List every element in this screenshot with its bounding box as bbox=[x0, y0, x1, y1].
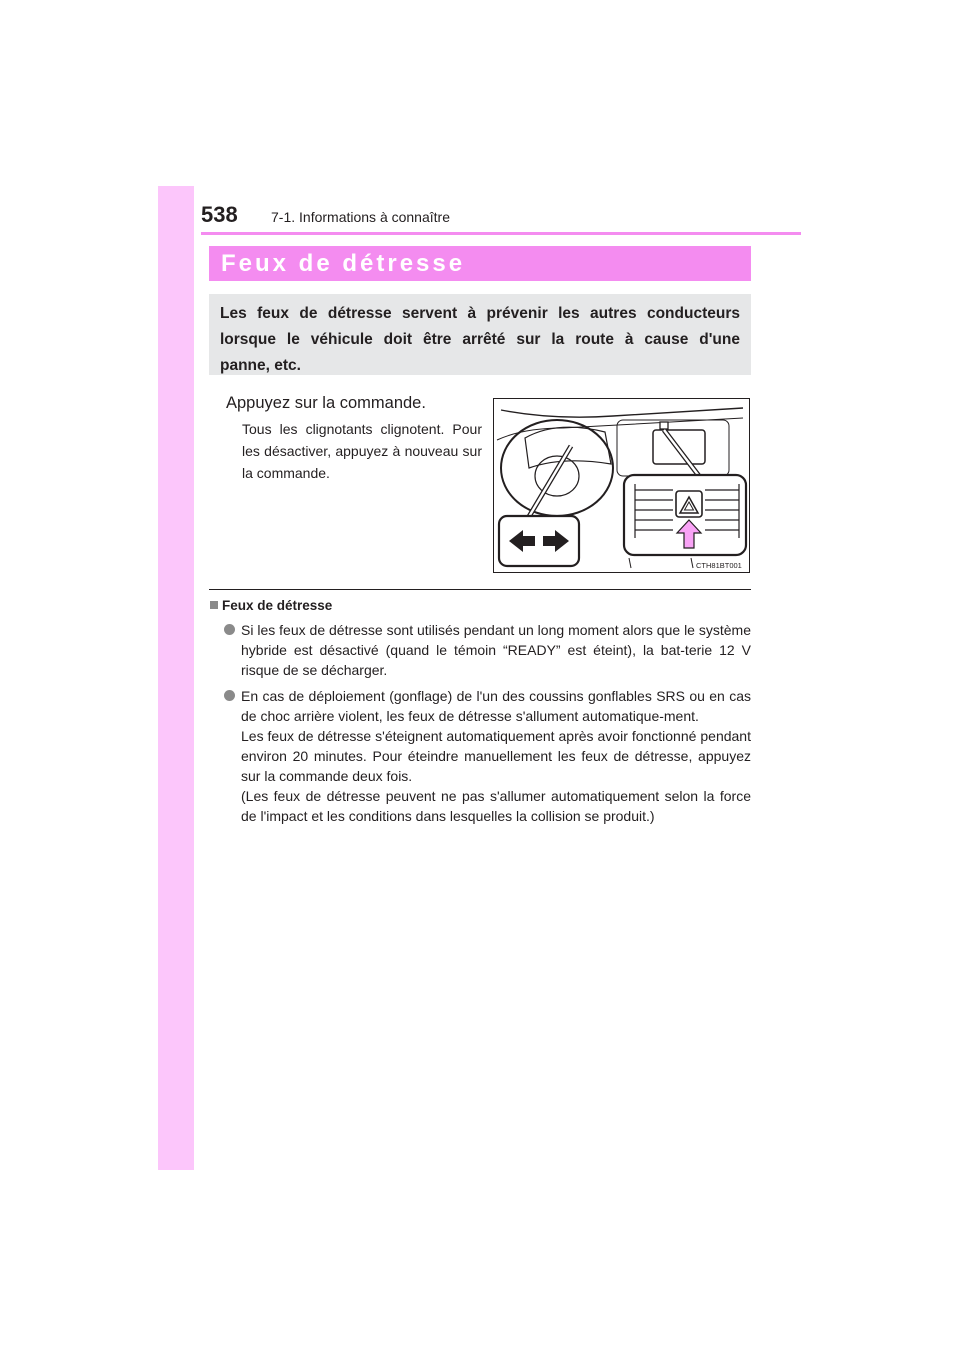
square-bullet-icon bbox=[210, 601, 218, 609]
dashboard-illustration bbox=[493, 398, 750, 573]
round-bullet-icon bbox=[224, 690, 235, 701]
round-bullet-icon bbox=[224, 624, 235, 635]
section-title: Feux de détresse bbox=[221, 250, 466, 277]
detail-heading-text: Feux de détresse bbox=[222, 598, 333, 613]
instruction-note: Tous les clignotants clignotent. Pour les désactiver, appuyez à nouveau sur la commande. bbox=[242, 421, 482, 481]
page-number: 538 bbox=[201, 202, 238, 227]
intro-text bbox=[209, 294, 751, 386]
header-rule bbox=[201, 232, 801, 235]
detail-bullet-text-cont: Les feux de détresse s'éteignent automatiquement après avoir fonctionné pendant environ 20 minutes. Pour éteindre manuellement les feux de détresse, appuyez sur la commande deux fois. bbox=[241, 728, 751, 784]
instruction-text: Appuyez sur la commande. bbox=[226, 394, 426, 412]
section-divider bbox=[209, 589, 751, 590]
detail-heading bbox=[210, 598, 332, 613]
side-tab-band bbox=[158, 186, 194, 1170]
detail-bullet-2 bbox=[224, 686, 751, 826]
detail-bullet-1 bbox=[224, 620, 751, 680]
detail-bullet-text: Si les feux de détresse sont utilisés pendant un long moment alors que le système hybride est désactivé (quand le témoin “READY” est éteint), la bat-terie 12 V risque de se décharger. bbox=[241, 622, 751, 678]
detail-bullet-text: En cas de déploiement (gonflage) de l'un des coussins gonflables SRS ou en cas de choc arrière violent, les feux de détresse s'allument automatique-ment. bbox=[241, 688, 751, 724]
intro-box bbox=[209, 294, 751, 375]
section-title-bar bbox=[209, 246, 751, 281]
switch-location-marker bbox=[660, 422, 668, 429]
intro-text-end: panne, etc. bbox=[220, 357, 301, 374]
detail-bullet-text-note: (Les feux de détresse peuvent ne pas s'allumer automatiquement selon la force de l'impact et les conditions dans lesquelles la collision se produit.) bbox=[241, 788, 751, 824]
chapter-title: 7-1. Informations à connaître bbox=[271, 209, 450, 225]
intro-text-main: Les feux de détresse servent à prévenir les autres conducteurs lorsque le véhicule doit être arrêté sur la route à cause d'une bbox=[220, 305, 740, 348]
figure-code: CTH81BT001 bbox=[696, 561, 742, 570]
